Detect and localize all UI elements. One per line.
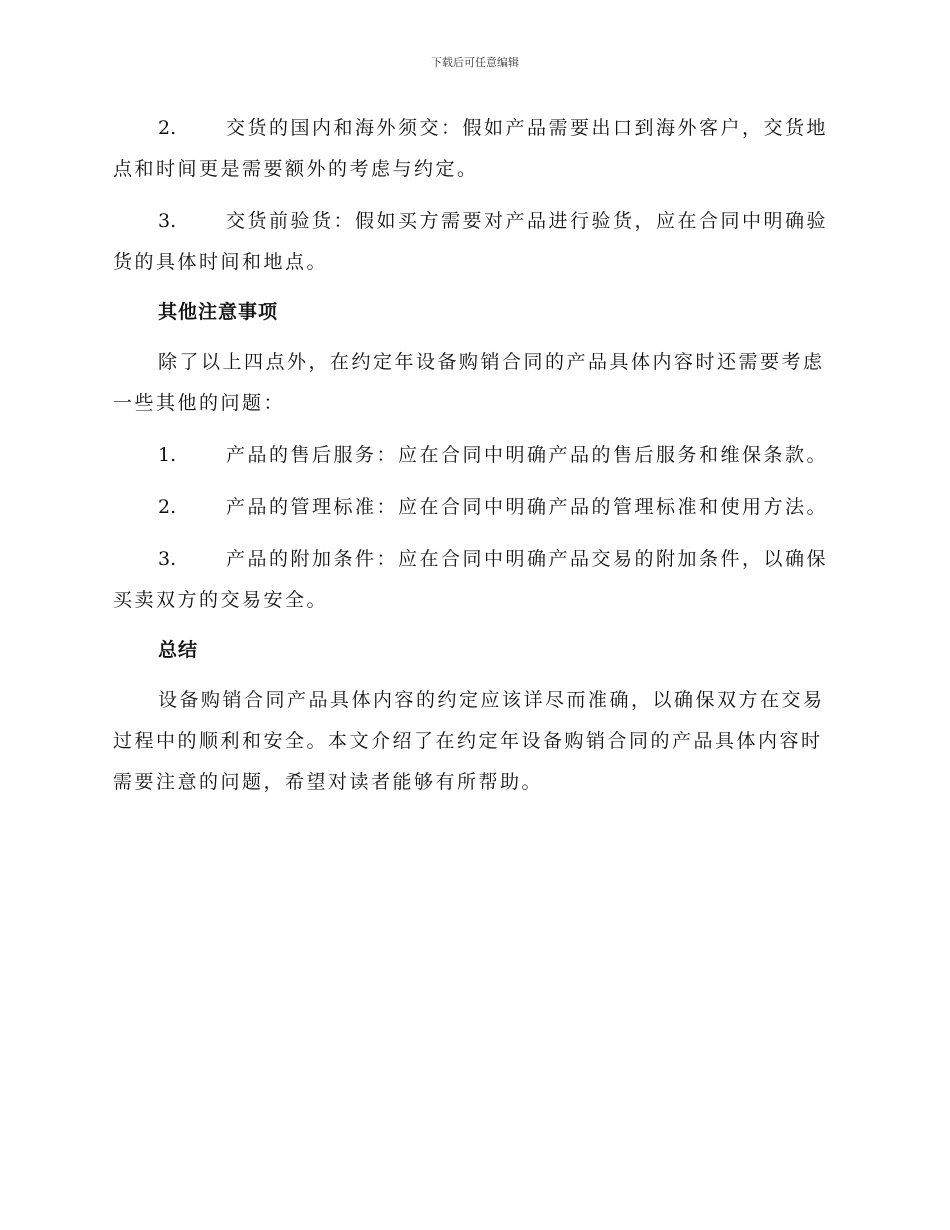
section-heading: 总结 xyxy=(158,639,199,661)
list-text-continued: 点和时间更是需要额外的考虑与约定。 xyxy=(113,158,479,180)
list-item xyxy=(113,201,835,283)
list-item xyxy=(113,435,835,476)
section-heading: 其他注意事项 xyxy=(158,301,279,323)
list-text: 产品的管理标准：应在合同中明确产品的管理标准和使用方法。 xyxy=(226,496,829,518)
list-number: 2. xyxy=(158,496,177,518)
list-text: 产品的售后服务：应在合同中明确产品的售后服务和维保条款。 xyxy=(226,444,829,466)
paragraph: 设备购销合同产品具体内容的约定应该详尽而准确，以确保双方在交易过程中的顺利和安全。本文介绍了在约定年设备购销合同的产品具体内容时需要注意的问题，希望对读者能够有所帮助。 xyxy=(113,689,825,793)
list-number: 3. xyxy=(158,210,177,232)
list-item xyxy=(113,539,835,621)
list-number: 1. xyxy=(158,444,177,466)
paragraph: 除了以上四点外，在约定年设备购销合同的产品具体内容时还需要考虑一些其他的问题： xyxy=(113,351,825,414)
list-item xyxy=(113,487,835,528)
list-item xyxy=(113,108,835,190)
list-text: 交货前验货：假如买方需要对产品进行验货，应在合同中明确验 xyxy=(226,210,829,232)
list-number: 2. xyxy=(158,117,177,139)
list-text-continued: 货的具体时间和地点。 xyxy=(113,251,329,273)
list-number: 3. xyxy=(158,548,177,570)
page-header: 下载后可任意编辑 xyxy=(431,56,519,69)
list-text: 交货的国内和海外须交：假如产品需要出口到海外客户，交货地 xyxy=(226,117,829,139)
document-body xyxy=(113,108,835,803)
list-text: 产品的附加条件：应在合同中明确产品交易的附加条件，以确保 xyxy=(226,548,829,570)
list-text-continued: 买卖双方的交易安全。 xyxy=(113,589,329,611)
